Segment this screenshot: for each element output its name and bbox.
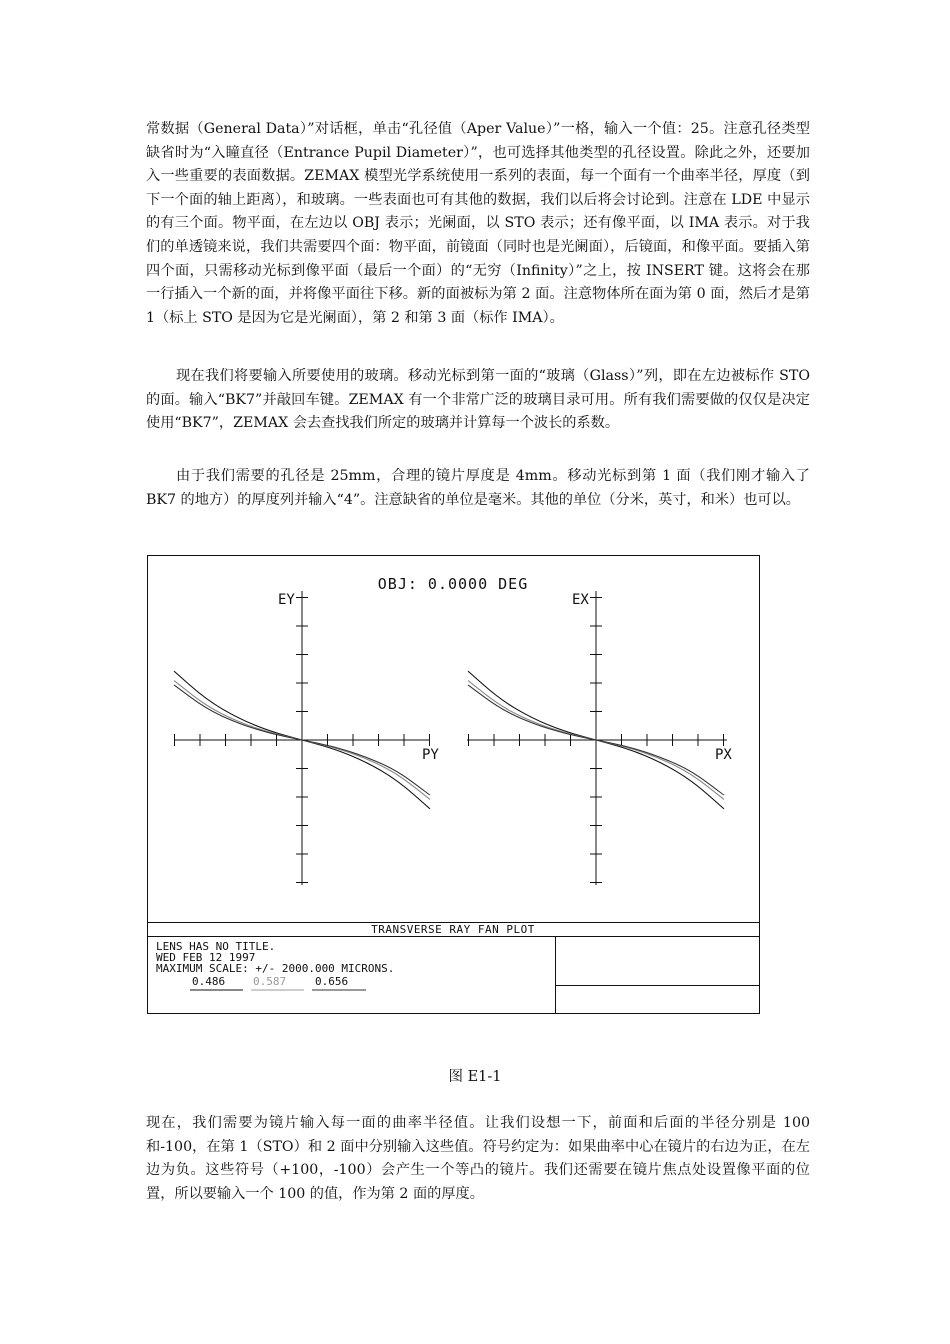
paragraph-2: 现在我们将要输入所要使用的玻璃。移动光标到第一面的“玻璃（Glass）”列，即在左边被标作 STO 的面。输入“BK7”并敲回车键。ZEMAX 有一个非常广泛的玻璃目录可用。所有我们需要做的仅仅是决定使用“BK7”，ZEMAX 会去查找我们所定的玻璃并计算每一个波长的系数。 (146, 368, 810, 432)
wavelength-legend (190, 975, 366, 990)
left-fan-v-label: EY (278, 592, 295, 608)
figure-caption: 图 E1-1 (448, 1069, 502, 1085)
paragraph-1: 常数据（General Data）”对话框，单击“孔径值（Aper Value）”一格，输入一个值：25。注意孔径类型缺省时为“入瞳直径（Entrance Pupil Diameter）”，也可选择其他类型的孔径设置。除此之外，还要加入一些重要的表面数据。ZEMAX 模型光学系统使用一系列的表面，每一个面有一个曲率半径，厚度（到下一个面的轴上距离），和玻璃。一些表面也可有其他的数据，我们以后将会讨论到。注意在 LDE 中显示的有三个面。物平面，在左边以 OBJ 表示；光阑面，以 STO 表示；还有像平面，以 IMA 表示。对于我们的单透镜来说，我们共需要四个面：物平面，前镜面（同时也是光阑面），后镜面，和像平面。要插入第四个面，只需移动光标到像平面（最后一个面）的“无穷（Infinity）”之上，按 INSERT 键。这将会在那一行插入一个新的面，并将像平面往下移。新的面被标为第 2 面。注意物体所在面为第 0 面，然后才是第 1（标上 STO 是因为它是光阑面），第 2 和第 3 面（标作 IMA）。 (146, 121, 810, 326)
wavelength-1: 0.486 (192, 975, 226, 988)
footer-title: TRANSVERSE RAY FAN PLOT (371, 923, 535, 936)
wavelength-2: 0.587 (253, 975, 287, 988)
right-fan-h-label: PX (715, 747, 732, 763)
info-line-1: LENS HAS NO TITLE. (156, 940, 276, 953)
paragraph-4: 现在，我们需要为镜片输入每一面的曲率半径值。让我们设想一下，前面和后面的半径分别是 100 和-100，在第 1（STO）和 2 面中分别输入这些值。符号约定为：如果曲率中心在镜片的右边为正，在左边为负。这些符号（+100，-100）会产生一个等凸的镜片。我们还需要在镜片焦点处设置像平面的位置，所以要输入一个 100 的值，作为第 2 面的厚度。 (146, 1115, 810, 1202)
paragraph-3: 由于我们需要的孔径是 25mm，合理的镜片厚度是 4mm。移动光标到第 1 面（我们刚才输入了 BK7 的地方）的厚度列并输入“4”。注意缺省的单位是毫米。其他的单位（分米，英寸，和米）也可以。 (146, 468, 810, 508)
wavelength-3: 0.656 (315, 975, 349, 988)
ray-fan-figure (147, 555, 761, 1015)
info-line-2: WED FEB 12 1997 (156, 951, 256, 964)
left-fan-h-label: PY (422, 747, 439, 763)
plot-title: OBJ: 0.0000 DEG (377, 575, 529, 593)
info-line-3: MAXIMUM SCALE: +/- 2000.000 MICRONS. (156, 962, 395, 975)
right-fan-v-label: EX (572, 592, 589, 608)
